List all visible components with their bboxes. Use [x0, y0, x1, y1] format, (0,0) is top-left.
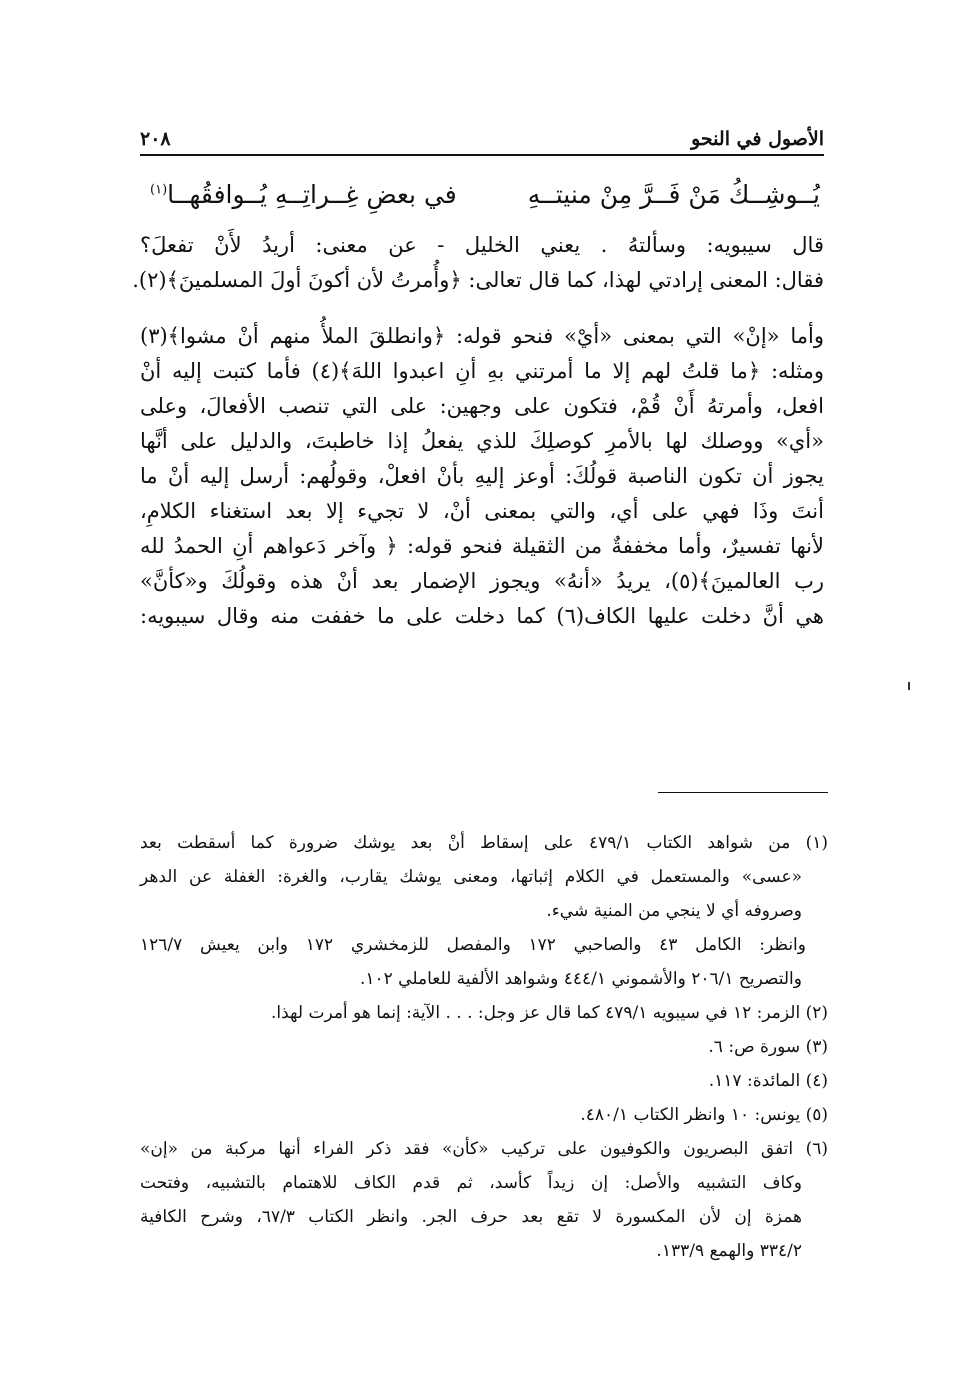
text-line: فقال: المعنى إرادتي لهذا، كما قال تعالى: ﴿وأُمرتُ لأن أكونَ أولَ المسلمينَ﴾(٢).	[132, 268, 824, 292]
footnote-line: (١) من شواهد الكتاب ٤٧٩/١ على إسقاط أنْ بعد يوشك ضرورة كما أسقطت بعد	[140, 833, 828, 853]
text-line: ومثله: ﴿ما قلتُ لهم إلا ما أمرتني بهِ أنِ اعبدوا اللهَ﴾(٤) فأما كتبت إليه أنْ	[140, 359, 824, 383]
footnote-line: وصروفه أي لا ينجي من المنية شيء.	[546, 901, 802, 921]
text-line: هي أنَّ دخلت عليها الكاف(٦) كما دخلت على ما خففت منه وقال سيبويه:	[140, 604, 824, 628]
text-line: «أي» ووصلك لها بالأمرِ كوصلِكَ للذي يفعلُ إذا خاطبتَ، والدليل على أنَّها	[140, 429, 824, 453]
footnote-reference: (١)	[150, 182, 168, 198]
footnote-line: (٥) يونس: ١٠ وانظر الكتاب ٤٨٠/١.	[580, 1105, 828, 1125]
main-text	[132, 228, 824, 634]
footnote-line: «عسى» والمستعمل في الكلام إثباتها، ومعنى يوشك يقارب، والغرة: الغفلة عن الدهر	[140, 867, 802, 887]
text-line: رب العالمينَ﴾(٥)، يريدُ «أنهُ» ويجوز الإضمار بعد أنْ هذه وقولُكَ و«كأنَّ»	[140, 569, 824, 593]
poetry-verse	[150, 180, 820, 209]
text-line: يجوز أن تكون الناصبة قولُكَ: أوعز إليهِ بأنْ افعلْ، وقولُهم: أرسل إليه أنْ ما	[140, 464, 824, 488]
page-number: ٢٠٨	[140, 128, 171, 150]
text-line: وأما «إنْ» التي بمعنى «أيْ» فنحو قوله: ﴿وانطلقَ الملأُ منهم أنْ مشوا﴾(٣)	[140, 324, 824, 348]
footnote-line: وكاف التشبيه والأصل: إن زيداً كأسد، ثم قدم الكاف للاهتمام بالتشبيه، وفتحت	[140, 1173, 802, 1193]
verse-first-hemistich: يُــوشِــكُ مَنْ فَــرَّ مِنْ منيتــهِ	[527, 180, 820, 209]
footnote-line: وانظر: الكامل ٤٣ والصاحبي ١٧٢ والمفصل للزمخشري ١٧٢ وابن يعيش ١٢٦/٧	[140, 935, 806, 955]
footnote-line: (٤) المائدة: ١١٧.	[708, 1071, 828, 1091]
text-line: لأنها تفسيرٌ، وأما مخففةٌ من الثقيلة فنحو قوله: ﴿ وآخر دَعواهم أنِ الحمدُ لله	[140, 534, 824, 558]
text-line: أنتَ وذَا فهي على أي، والتي بمعنى أنْ، لا تجيء إلا بعد استغناء الكلامِ،	[140, 499, 824, 523]
footnote-line: ٣٣٤/٢ والهمع ١٣٣/٩.	[656, 1241, 802, 1261]
footnote-line: همزة إن لأن المكسورة لا تقع بعد حرف الجر. وانظر الكتاب ٦٧/٣، وشرح الكافية	[140, 1207, 802, 1227]
page-header	[140, 122, 824, 156]
verse-second-hemistich: في بعضِ غِــراتِــهِ يُــوافقُهــا$^{(١)}$	[150, 180, 457, 209]
footnote-line: (٦) اتفق البصريون والكوفيون على تركيب «كأن» فقد ذكر الفراء أنها مركبة من «إن»	[140, 1139, 828, 1159]
paragraph-gap	[140, 298, 824, 319]
footnote-line: (٢) الزمر: ١٢ في سيبويه ٤٧٩/١ كما قال عز وجل: . . . الآية: إنما هو أمرت لهذا.	[270, 1003, 828, 1023]
text-line: قال سيبويه: وسألتهُ . يعني الخليل - عن معنى: أريدُ لأَنْ تفعلَ؟	[140, 233, 824, 257]
running-title: الأصول في النحو	[691, 128, 824, 150]
scan-mark	[908, 682, 910, 690]
text-line: افعل، وأمرتهُ أَنْ قُمْ، فتكون على وجهين: على التي تنصب الأفعالَ، وعلى	[140, 394, 824, 418]
footnotes	[140, 826, 828, 1268]
footnote-separator	[658, 792, 828, 793]
footnote-line: (٣) سورة ص: ٦.	[708, 1037, 828, 1057]
footnote-line: والتصريح ٢٠٦/١ والأشموني ٤٤٤/١ وشواهد الألفية للعاملي ١٠٢.	[359, 969, 802, 989]
